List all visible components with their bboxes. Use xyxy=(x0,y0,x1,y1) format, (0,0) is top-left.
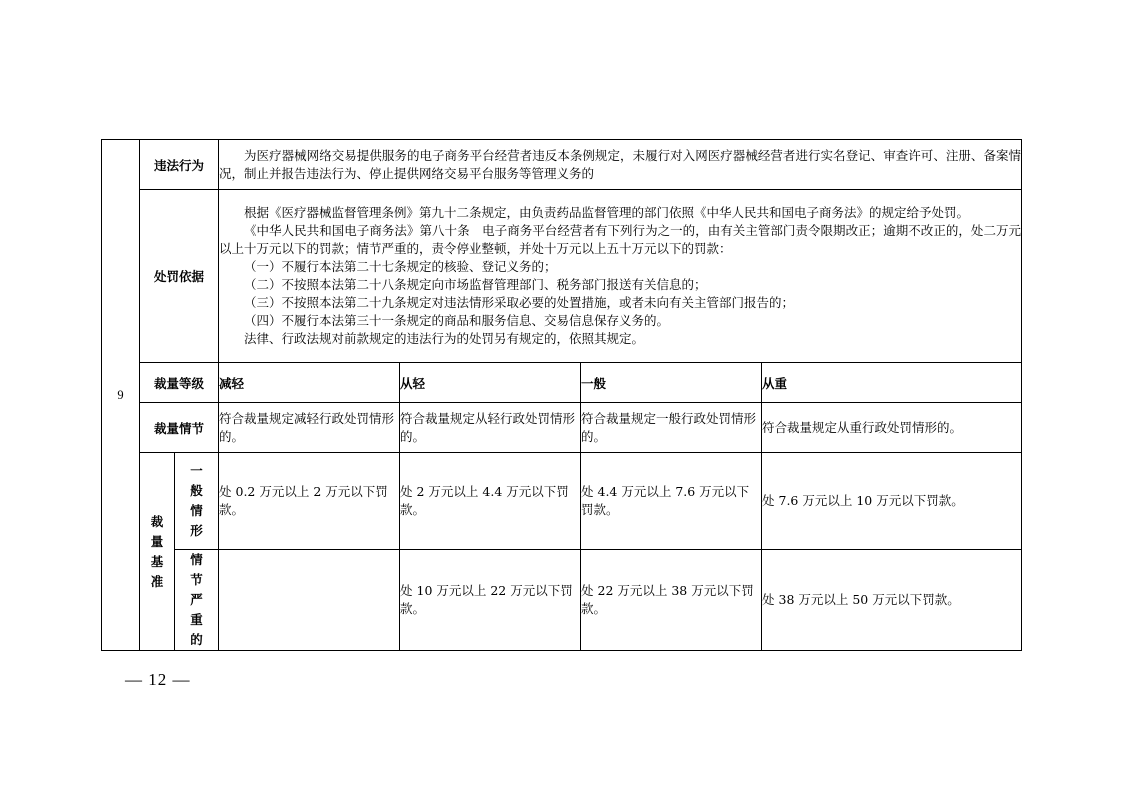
violation-text: 为医疗器械网络交易提供服务的电子商务平台经营者违反本条例规定，未履行对入网医疗器械经营者进行实名登记、审查许可、注册、备案情况，制止并报告违法行为、停止提供网络交易平台服务等管理义务的 xyxy=(219,140,1022,190)
basis-paragraph: 《中华人民共和国电子商务法》第八十条 电子商务平台经营者有下列行为之一的，由有关主管部门责令限期改正；逾期不改正的，处二万元以上十万元以下的罚款；情节严重的，责令停业整顿，并处十万元以上五十万元以下的罚款： xyxy=(219,223,1022,256)
levels-label: 裁量等级 xyxy=(140,363,219,403)
basis-label: 处罚依据 xyxy=(140,190,219,363)
general-fine-severe: 处 7.6 万元以上 10 万元以下罚款。 xyxy=(762,453,1022,550)
circumstances-label: 裁量情节 xyxy=(140,403,219,453)
serious-fine-severe: 处 38 万元以上 50 万元以下罚款。 xyxy=(762,550,1022,651)
general-fine-lenient: 处 2 万元以上 4.4 万元以下罚款。 xyxy=(400,453,581,550)
basis-text xyxy=(219,190,1022,363)
basis-paragraph: （二）不按照本法第二十八条规定向市场监督管理部门、税务部门报送有关信息的； xyxy=(244,277,707,292)
basis-paragraph: （一）不履行本法第二十七条规定的核验、登记义务的； xyxy=(244,259,557,274)
basis-paragraph: （三）不按照本法第二十九条规定对违法情形采取必要的处置措施，或者未向有关主管部门报告的； xyxy=(244,295,795,310)
level-mitigated: 减轻 xyxy=(219,363,400,403)
general-circumstance-label: 一 般 情 形 xyxy=(175,453,219,550)
circumstance-general: 符合裁量规定一般行政处罚情形的。 xyxy=(581,403,762,453)
level-lenient: 从轻 xyxy=(400,363,581,403)
general-fine-general: 处 4.4 万元以上 7.6 万元以下罚款。 xyxy=(581,453,762,550)
basis-paragraph: （四）不履行本法第三十一条规定的商品和服务信息、交易信息保存义务的。 xyxy=(244,313,670,328)
serious-fine-general: 处 22 万元以上 38 万元以下罚款。 xyxy=(581,550,762,651)
circumstance-lenient: 符合裁量规定从轻行政处罚情形的。 xyxy=(400,403,581,453)
level-general: 一般 xyxy=(581,363,762,403)
basis-paragraph: 根据《医疗器械监督管理条例》第九十二条规定，由负责药品监督管理的部门依照《中华人民共和国电子商务法》的规定给予处罚。 xyxy=(244,205,970,220)
row-number: 9 xyxy=(102,140,140,651)
circumstance-severe: 符合裁量规定从重行政处罚情形的。 xyxy=(762,403,1022,453)
violation-label: 违法行为 xyxy=(140,140,219,190)
serious-circumstance-label: 情 节 严 重 的 xyxy=(175,550,219,651)
basis-paragraph: 法律、行政法规对前款规定的违法行为的处罚另有规定的，依照其规定。 xyxy=(244,331,645,346)
serious-fine-lenient: 处 10 万元以上 22 万元以下罚款。 xyxy=(400,550,581,651)
penalty-discretion-table xyxy=(101,139,1022,651)
circumstance-mitigated: 符合裁量规定减轻行政处罚情形的。 xyxy=(219,403,400,453)
level-severe: 从重 xyxy=(762,363,1022,403)
general-fine-mitigated: 处 0.2 万元以上 2 万元以下罚款。 xyxy=(219,453,400,550)
page-number: — 12 — xyxy=(125,670,191,689)
standard-label: 裁 量 基 准 xyxy=(140,453,175,651)
serious-fine-mitigated xyxy=(219,550,400,651)
